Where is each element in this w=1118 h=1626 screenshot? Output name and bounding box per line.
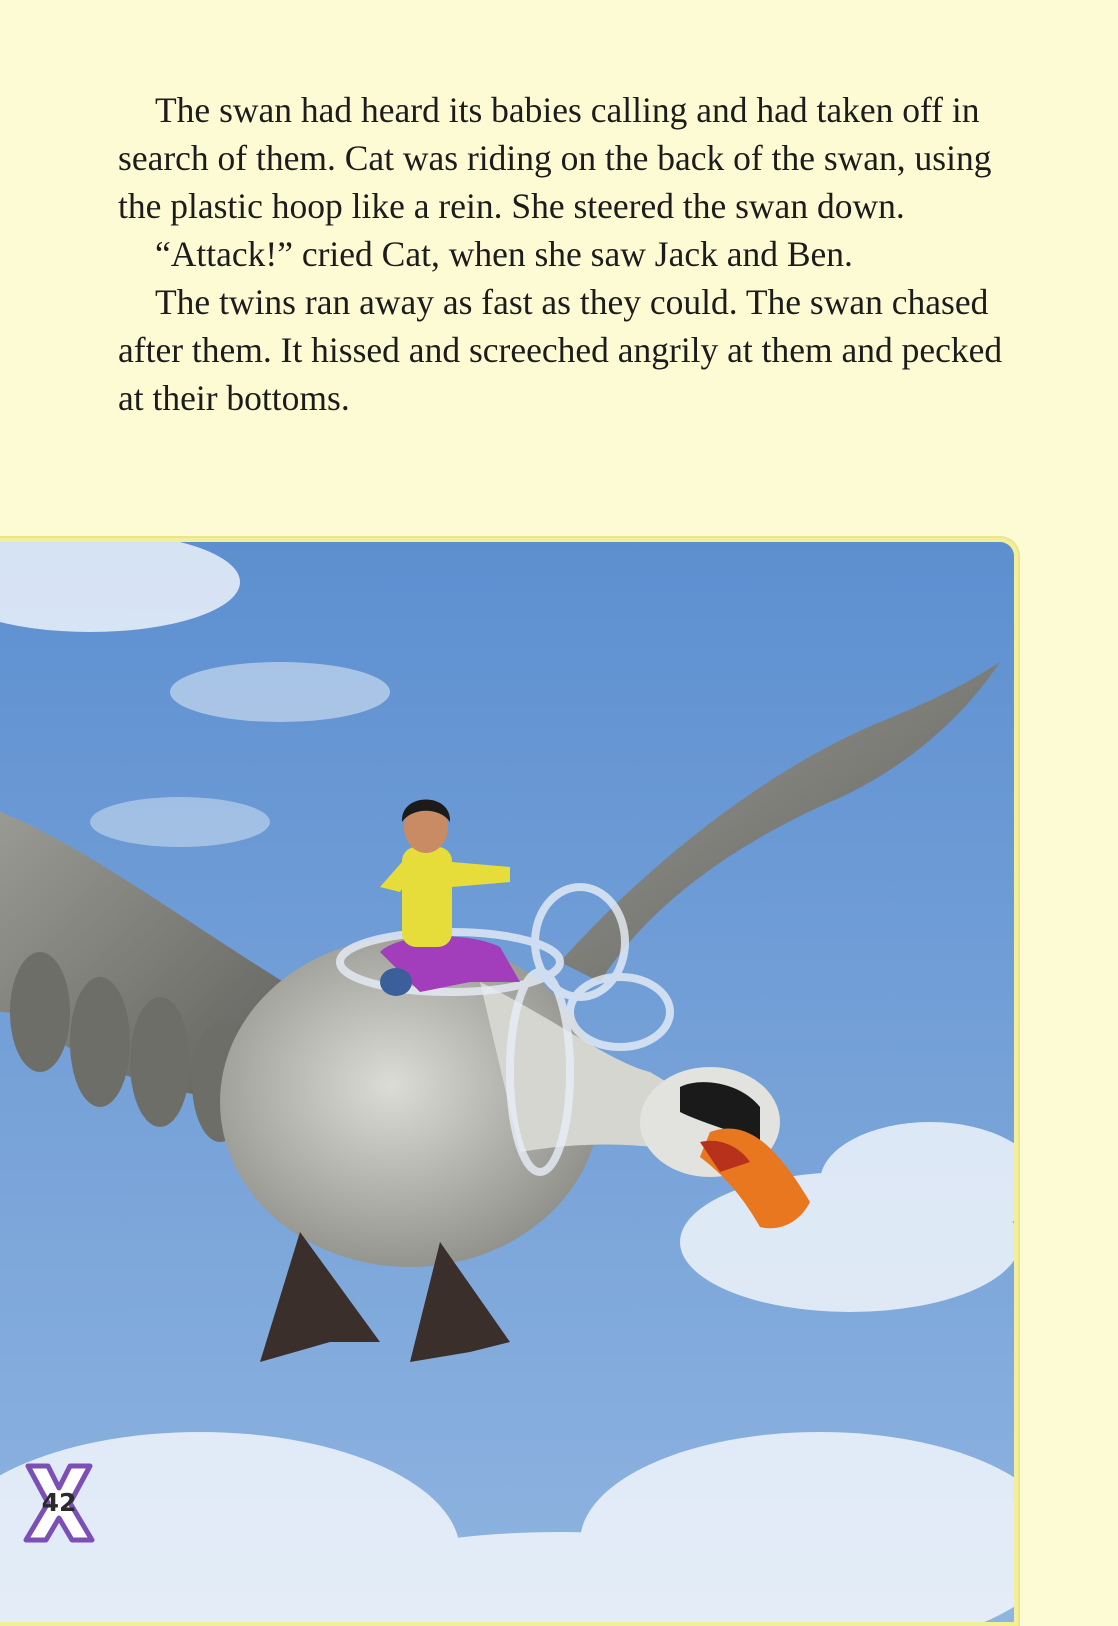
story-text: [118, 86, 1018, 422]
story-paragraph-2: “Attack!” cried Cat, when she saw Jack and Ben.: [155, 234, 853, 274]
story-paragraph-3: The twins ran away as fast as they could. The swan chased after them. It hissed and screeched angrily at them and pecked at their bottoms.: [118, 282, 1003, 418]
page-number-badge: [22, 1462, 96, 1544]
page-number: 42: [41, 1488, 77, 1517]
story-paragraph-1: The swan had heard its babies calling and had taken off in search of them. Cat was riding on the back of the swan, using the plastic hoop like a rein. She steered the swan down.: [118, 90, 992, 226]
swan-illustration-art: [0, 542, 1014, 1622]
swan-illustration: [0, 538, 1018, 1626]
